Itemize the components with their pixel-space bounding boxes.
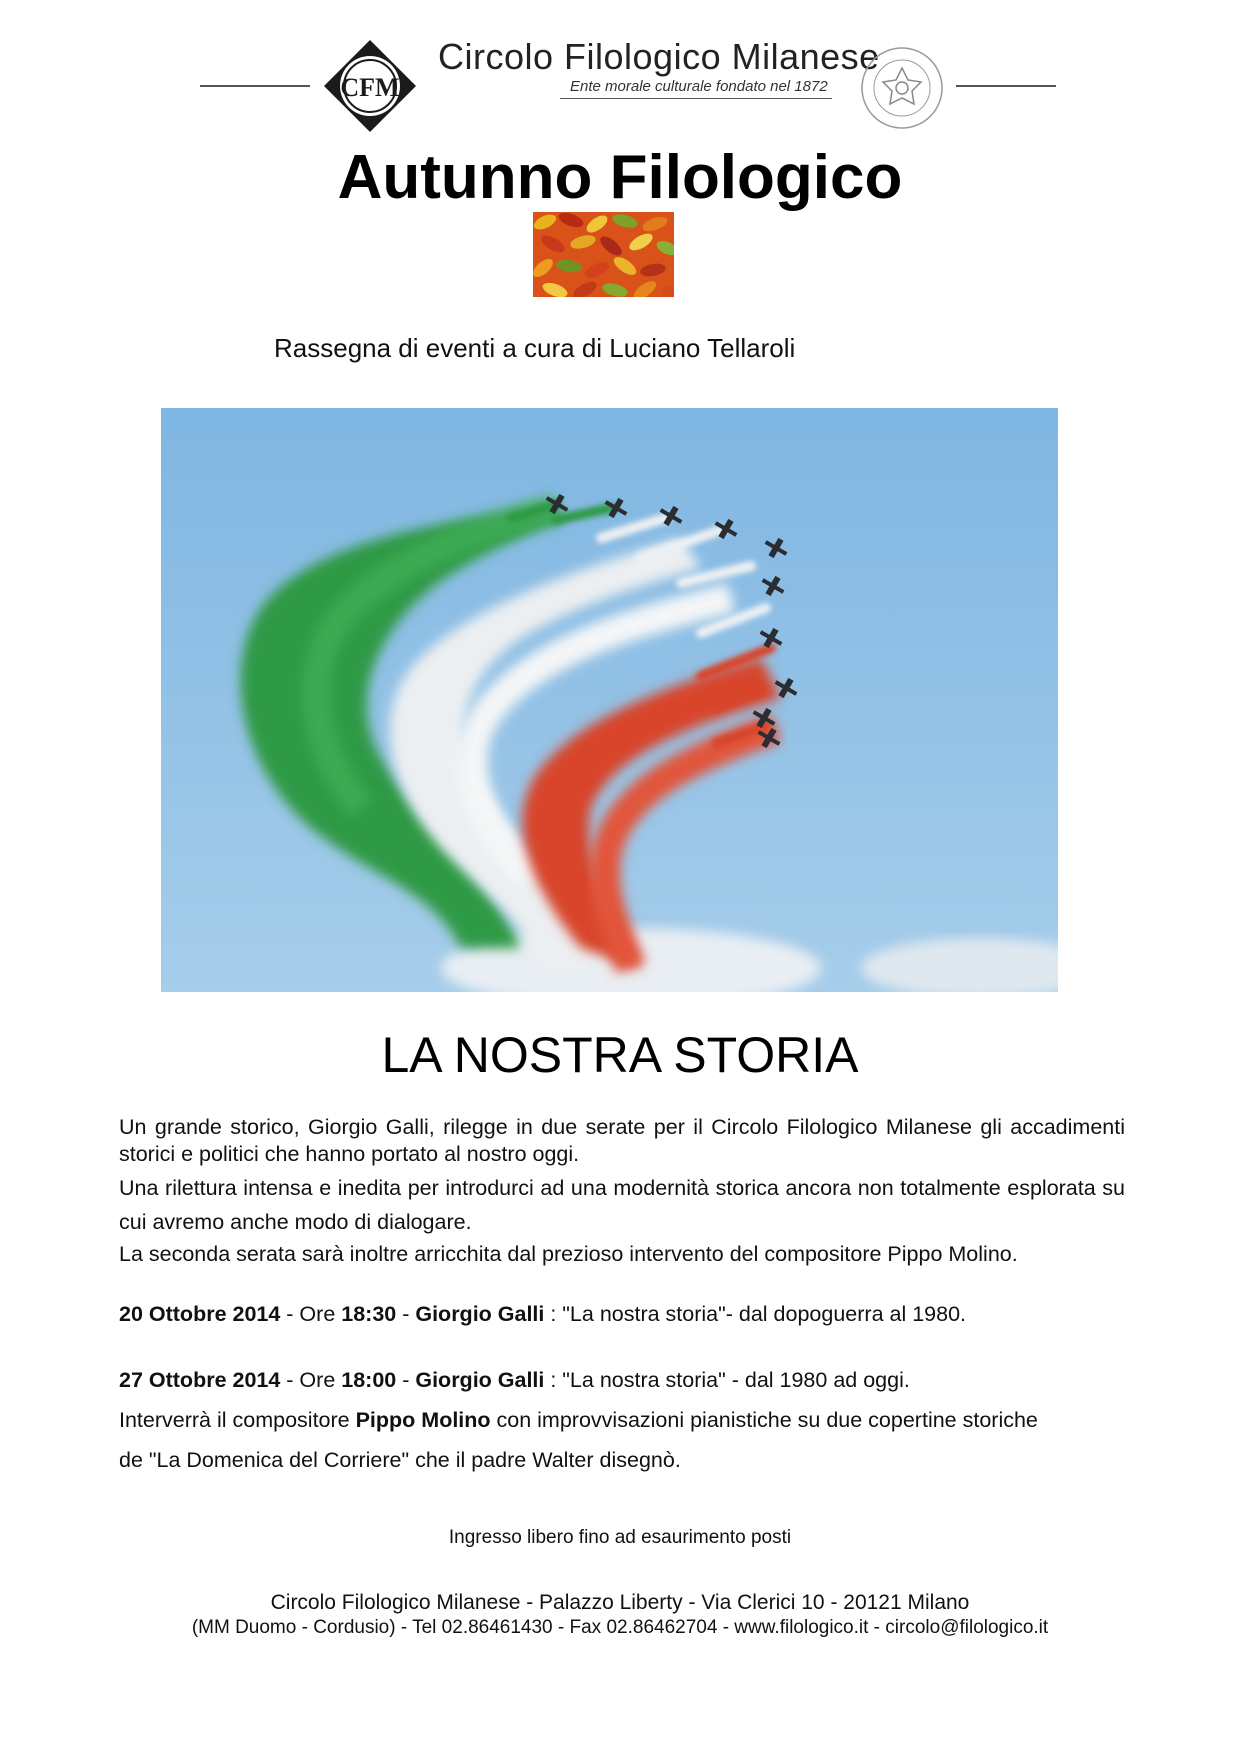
composer-note-prefix: Interverrà il compositore bbox=[119, 1408, 356, 1432]
organization-name: Circolo Filologico Milanese bbox=[438, 36, 880, 77]
body-paragraph-2: Una rilettura intensa e inedita per introdurci ad una modernità storica ancora non totalmente esplorata su cui avremo anche modo di dialogare. bbox=[119, 1176, 1125, 1234]
event-2-date: 27 Ottobre 2014 bbox=[119, 1368, 281, 1392]
event-1-sep2: - bbox=[396, 1302, 416, 1326]
section-title: LA NOSTRA STORIA bbox=[381, 1027, 859, 1083]
page-title: Autunno Filologico bbox=[337, 143, 903, 212]
header-rule-center bbox=[560, 98, 832, 99]
event-1-description: : "La nostra storia"- dal dopoguerra al 1980. bbox=[544, 1302, 967, 1326]
event-1 bbox=[119, 1302, 966, 1327]
event-1-date: 20 Ottobre 2014 bbox=[119, 1302, 281, 1326]
event-2-sep2: - bbox=[396, 1368, 416, 1392]
event-2 bbox=[119, 1368, 910, 1393]
composer-note-line-1 bbox=[119, 1408, 1038, 1433]
entry-note: Ingresso libero fino ad esaurimento posti bbox=[448, 1527, 792, 1548]
footer-address: Circolo Filologico Milanese - Palazzo Liberty - Via Clerici 10 - 20121 Milano bbox=[270, 1591, 970, 1614]
logo-letters: CFM bbox=[340, 73, 400, 102]
aerobatic-smoke-photo bbox=[161, 408, 1058, 992]
composer-name: Pippo Molino bbox=[355, 1408, 491, 1432]
event-2-description: : "La nostra storia" - dal 1980 ad oggi. bbox=[544, 1368, 910, 1392]
seal-emblem bbox=[858, 44, 946, 132]
composer-note-suffix: con improvvisazioni pianistiche su due copertine storiche bbox=[490, 1408, 1038, 1432]
event-2-speaker: Giorgio Galli bbox=[415, 1368, 545, 1392]
organization-subtitle: Ente morale culturale fondato nel 1872 bbox=[570, 78, 828, 95]
body-paragraph-3: La seconda serata sarà inoltre arricchita dal prezioso intervento del compositore Pippo Molino. bbox=[119, 1242, 1018, 1266]
header-rule-left bbox=[200, 85, 310, 87]
cfm-logo bbox=[322, 38, 418, 134]
footer-contacts: (MM Duomo - Cordusio) - Tel 02.86461430 - Fax 02.86462704 - www.filologico.it - circolo@filologico.it bbox=[191, 1617, 1049, 1638]
autumn-leaves-image bbox=[533, 212, 674, 297]
header-rule-right bbox=[956, 85, 1056, 87]
page-subtitle: Rassegna di eventi a cura di Luciano Tellaroli bbox=[274, 333, 796, 363]
event-1-speaker: Giorgio Galli bbox=[415, 1302, 545, 1326]
event-1-sep1: - Ore bbox=[280, 1302, 342, 1326]
composer-note-line-2: de "La Domenica del Corriere" che il padre Walter disegnò. bbox=[119, 1448, 681, 1472]
event-2-time: 18:00 bbox=[341, 1368, 397, 1392]
event-1-time: 18:30 bbox=[341, 1302, 397, 1326]
body-paragraph-1: Un grande storico, Giorgio Galli, rilegge in due serate per il Circolo Filologico Milanese gli accadimenti storici e politici che hanno portato al nostro oggi. bbox=[119, 1115, 1125, 1166]
event-2-sep1: - Ore bbox=[280, 1368, 342, 1392]
